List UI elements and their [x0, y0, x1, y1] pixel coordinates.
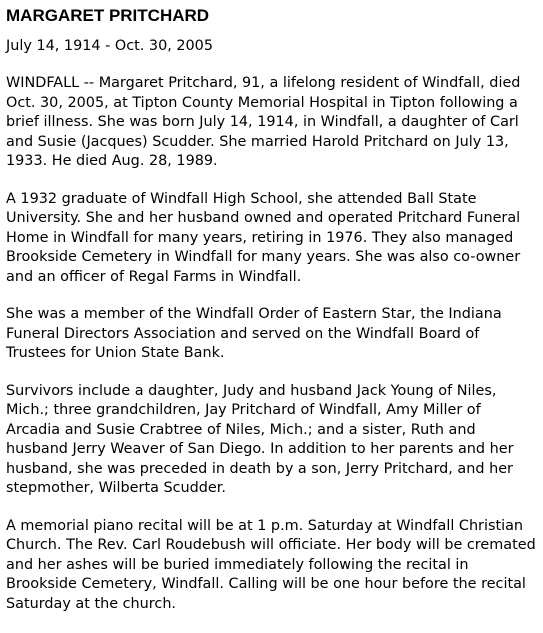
obituary-title: MARGARET PRITCHARD	[6, 6, 210, 25]
life-dates: July 14, 1914 - Oct. 30, 2005	[6, 38, 213, 54]
paragraph-survivors: Survivors include a daughter, Judy and husband Jack Young of Niles, Mich.; three grandchildren, Jay Pritchard of Windfall, Amy Miller of Arcadia and Susie Crabtree of Niles, Mich.; and a sister, Ruth and husband Jerry Weaver of San Diego. In addition to her parents and her husband, she was preceded in death by a son, Jerry Pritchard, and her stepmother, Wilberta Scudder.	[6, 382, 514, 496]
paragraph-death-notice: WINDFALL -- Margaret Pritchard, 91, a lifelong resident of Windfall, died Oct. 30, 2005, at Tipton County Memorial Hospital in Tipton following a brief illness. She was born July 14, 1914, in Windfall, a daughter of Carl and Susie (Jacques) Scudder. She married Harold Pritchard on July 13, 1933. He died Aug. 28, 1989.	[6, 75, 521, 169]
paragraph-services: A memorial piano recital will be at 1 p.m. Saturday at Windfall Christian Church. The Rev. Carl Roudebush will officiate. Her body will be cremated and her ashes will be buried immediately following the recital in Brookside Cemetery, Windfall. Calling will be one hour before the recital Saturday at the church.	[6, 517, 536, 612]
paragraph-memberships: She was a member of the Windfall Order of Eastern Star, the Indiana Funeral Directors Association and served on the Windfall Board of Trustees for Union State Bank.	[6, 306, 502, 361]
paragraph-education-career: A 1932 graduate of Windfall High School, she attended Ball State University. She and her husband owned and operated Pritchard Funeral Home in Windfall for many years, retiring in 1976. They also managed Brookside Cemetery in Windfall for many years. She was also co-owner and an officer of Regal Farms in Windfall.	[6, 190, 521, 285]
